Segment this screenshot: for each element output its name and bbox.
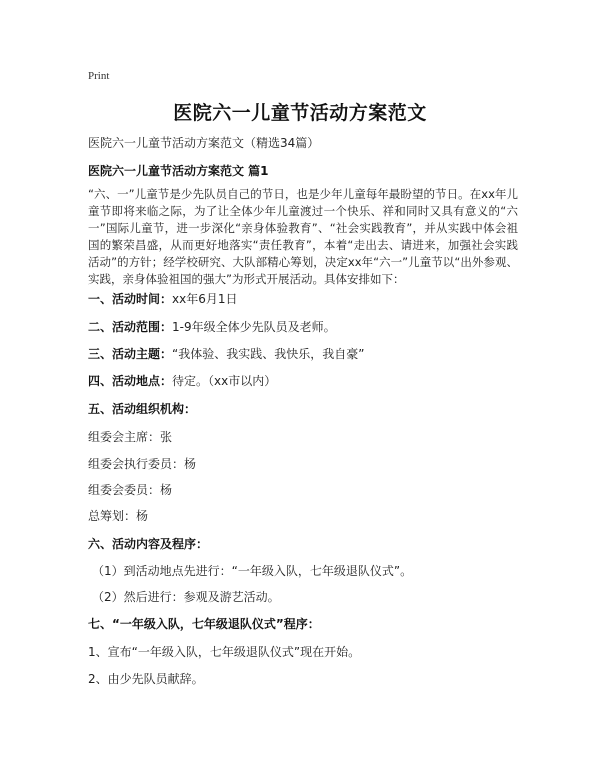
ceremony-heading: 七、“一年级入队，七年级退队仪式”程序： [88,617,320,631]
item-scope-value: 1-9年级全体少先队员及老师。 [172,320,336,334]
document-subtitle: 医院六一儿童节活动方案范文（精选34篇） [88,136,320,150]
item-location-value: 待定。（xx市以内） [172,374,277,388]
item-location [88,372,276,389]
org-line-planner: 总筹划：杨 [88,509,149,523]
org-line-chair: 组委会主席：张 [88,430,173,444]
ceremony-line-2: 2、由少先队员献辞。 [88,672,204,686]
ceremony-line-1: 1、宣布“一年级入队，七年级退队仪式”现在开始。 [88,645,361,659]
section-title: 医院六一儿童节活动方案范文 篇1 [88,164,269,178]
content-line-2: （2）然后进行：参观及游艺活动。 [92,590,280,604]
item-location-label: 四、活动地点： [88,374,173,388]
intro-paragraph: “六、一”儿童节是少先队员自己的节日，也是少年儿童每年最盼望的节日。在xx年儿童节即将来临之际，为了让全体少年儿童渡过一个快乐、祥和同时又具有意义的“六一”国际儿童节，进一步深化“亲身体验教育”、“社会实践教育”，并从实践中体会祖国的繁荣昌盛，从而更好地落实“责任教育”，本着“走出去、请进来，加强社会实践活动”的方针；经学校研究、大队部精心筹划，决定xx年“六一”儿童节以“出外参观、实践，亲身体验祖国的强大”为形式开展活动。具体安排如下： [88,187,518,286]
org-line-member: 组委会委员：杨 [88,483,173,497]
org-heading: 五、活动组织机构： [88,402,197,416]
item-theme-label: 三、活动主题： [88,347,173,361]
item-scope [88,318,336,335]
item-time-label: 一、活动时间： [88,292,173,306]
item-time-value: xx年6月1日 [172,292,238,306]
content-line-1: （1）到活动地点先进行：“一年级入队，七年级退队仪式”。 [92,564,413,578]
content-heading: 六、活动内容及程序： [88,537,209,551]
org-line-executive: 组委会执行委员：杨 [88,457,197,471]
print-link[interactable]: Print [88,70,110,82]
item-scope-label: 二、活动范围： [88,320,173,334]
document-title: 医院六一儿童节活动方案范文 [173,102,427,124]
item-theme [88,345,364,362]
item-theme-value: “我体验、我实践、我快乐，我自豪” [172,347,365,361]
item-time [88,290,238,307]
